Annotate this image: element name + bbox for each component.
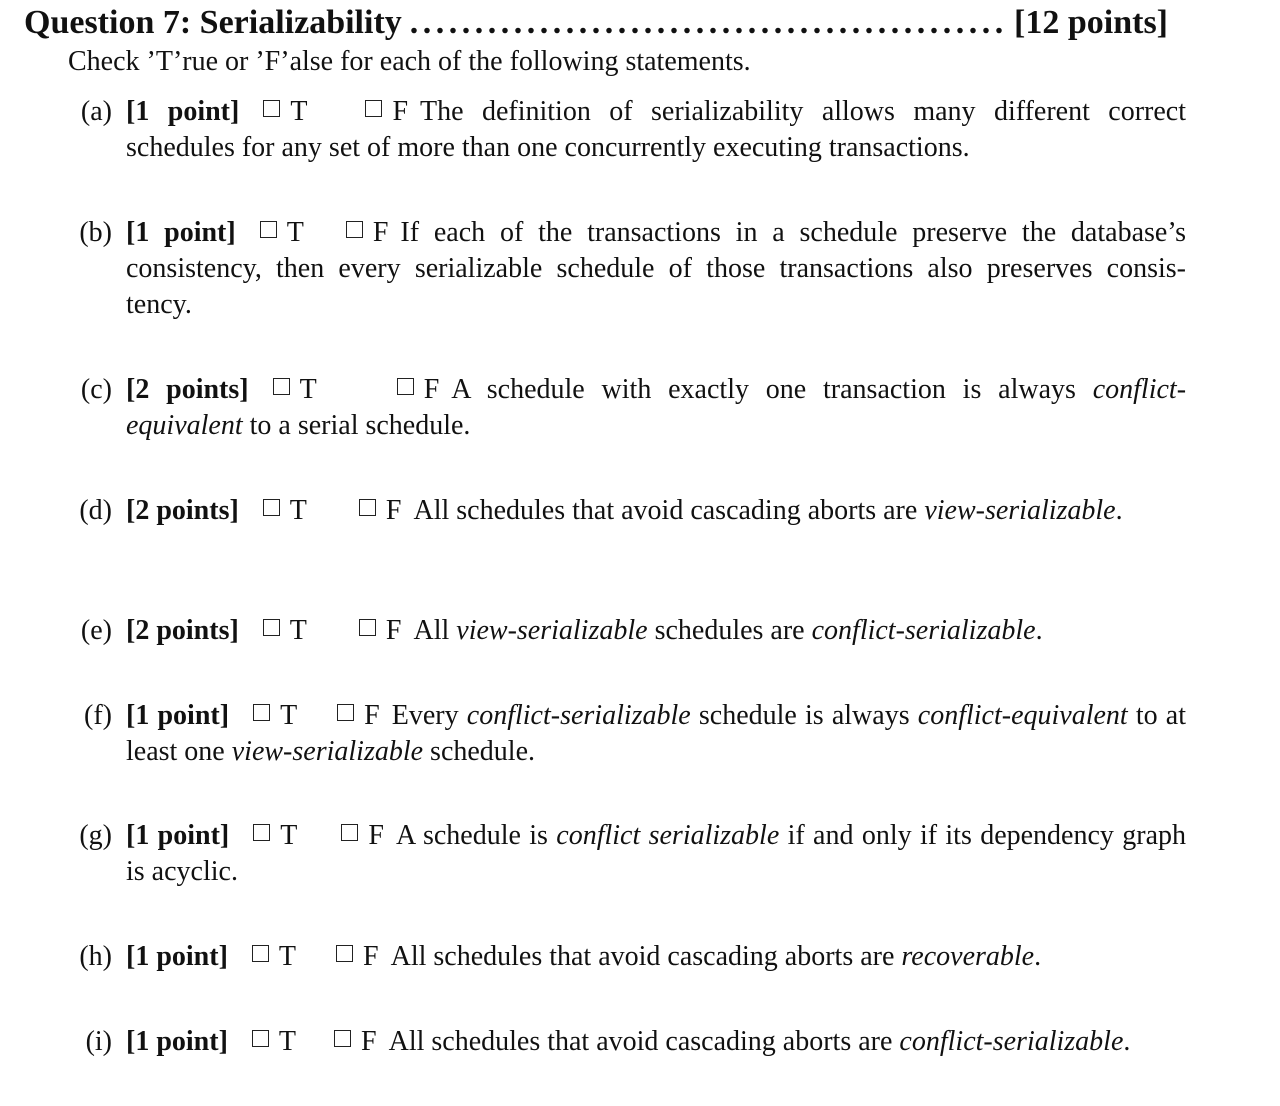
statement-text: schedule.: [423, 736, 536, 767]
true-label: T: [289, 615, 307, 646]
item-points: [1 point]: [126, 941, 228, 972]
true-checkbox[interactable]: [252, 1030, 269, 1047]
statement-text: .: [1034, 941, 1042, 972]
item-body: [126, 818, 1186, 890]
statement-text: if and only if its dependency graph is acyclic.: [126, 820, 1186, 887]
statement-text: The definition of serializability allows many different correct schedules for any set of more than one concurrently executing transactions.: [126, 96, 1186, 163]
statement-text: All schedules that avoid cascading aborts are: [413, 495, 925, 526]
item-body: [126, 94, 1186, 166]
item-points: [1 point]: [126, 1026, 228, 1057]
statement-term: conflict- equivalent: [126, 374, 1187, 441]
item-body: [126, 493, 1186, 529]
item-label: (e): [80, 615, 112, 646]
false-checkbox[interactable]: [365, 100, 382, 117]
true-checkbox[interactable]: [263, 100, 280, 117]
statement-term: conflict-serializable: [899, 1026, 1124, 1057]
item-points: [1 point]: [126, 217, 236, 248]
true-checkbox[interactable]: [263, 619, 280, 636]
item-points: [1 point]: [126, 700, 230, 731]
true-checkbox[interactable]: [252, 945, 269, 962]
item-body: [126, 613, 1186, 649]
false-checkbox[interactable]: [336, 945, 353, 962]
statement-text: All schedules that avoid cascading aborts are: [390, 941, 902, 972]
item-body: [126, 939, 1186, 975]
question-points: [12 points]: [1014, 4, 1168, 41]
true-label: T: [280, 820, 298, 851]
false-checkbox[interactable]: [397, 378, 414, 395]
statement-term: conflict-serializable: [466, 700, 691, 731]
instructions-text: Check ’T’rue or ’F’alse for each of the following statements.: [68, 46, 751, 77]
false-label: F: [361, 1026, 377, 1057]
false-checkbox[interactable]: [341, 824, 358, 841]
item-points: [1 point]: [126, 820, 230, 851]
true-label: T: [286, 217, 304, 248]
question-header: [24, 4, 1168, 48]
statement-term: conflict-serializable: [811, 615, 1036, 646]
statement-term: recoverable: [901, 941, 1035, 972]
true-label: T: [278, 941, 297, 972]
item-label: (i): [85, 1026, 112, 1057]
true-label: T: [289, 495, 307, 526]
statement-term: view-serializable: [231, 736, 424, 767]
item-label: (d): [79, 495, 112, 526]
item-body: [126, 698, 1186, 770]
statement-text: A schedule is: [395, 820, 557, 851]
statement-text: A schedule with exactly one transaction is always: [451, 374, 1093, 405]
item-label: (h): [79, 941, 112, 972]
statement-term: conflict-equivalent: [917, 700, 1128, 731]
false-label: F: [385, 615, 402, 646]
statement-text: All: [413, 615, 457, 646]
false-label: F: [372, 217, 389, 248]
statement-text: .: [1123, 1026, 1131, 1057]
false-checkbox[interactable]: [334, 1030, 351, 1047]
false-checkbox[interactable]: [359, 619, 376, 636]
false-label: F: [385, 495, 402, 526]
statement-text: .: [1115, 495, 1123, 526]
false-label: F: [392, 96, 409, 127]
item-points: [2 points]: [126, 374, 249, 405]
false-label: F: [363, 941, 379, 972]
true-checkbox[interactable]: [273, 378, 290, 395]
leader-dots: [410, 4, 1006, 42]
statement-text: If each of the transactions in a schedule preserve the database’s consistency, then every serializable schedule of those transactions also preserves consis- tency.: [126, 217, 1186, 320]
true-label: T: [299, 374, 317, 405]
statement-text: to a serial schedule.: [242, 410, 471, 441]
question-title: Question 7: Serializability: [24, 4, 402, 41]
item-label: (a): [80, 96, 112, 127]
true-checkbox[interactable]: [253, 824, 270, 841]
item-label: (c): [80, 374, 112, 405]
false-label: F: [368, 820, 384, 851]
false-label: F: [364, 700, 380, 731]
item-points: [2 points]: [126, 615, 239, 646]
false-checkbox[interactable]: [359, 499, 376, 516]
true-checkbox[interactable]: [253, 704, 270, 721]
true-checkbox[interactable]: [260, 221, 277, 238]
statement-text: All schedules that avoid cascading aborts are: [388, 1026, 900, 1057]
item-points: [1 point]: [126, 96, 240, 127]
true-label: T: [290, 96, 308, 127]
statement-text: .: [1035, 615, 1043, 646]
false-checkbox[interactable]: [346, 221, 363, 238]
item-points: [2 points]: [126, 495, 239, 526]
statement-text: to at least one: [126, 700, 1186, 767]
true-checkbox[interactable]: [263, 499, 280, 516]
item-label: (b): [79, 217, 112, 248]
statement-term: conflict serializable: [556, 820, 780, 851]
item-body: [126, 215, 1186, 323]
item-body: [126, 372, 1186, 444]
statement-text: schedule is always: [690, 700, 918, 731]
statement-text: Every: [391, 700, 467, 731]
statement-term: view-serializable: [924, 495, 1116, 526]
statement-term: view-serializable: [456, 615, 648, 646]
statement-text: schedules are: [647, 615, 812, 646]
false-checkbox[interactable]: [337, 704, 354, 721]
false-label: F: [423, 374, 440, 405]
item-body: [126, 1024, 1186, 1060]
item-label: (g): [79, 820, 112, 851]
item-label: (f): [84, 700, 112, 731]
true-label: T: [278, 1026, 297, 1057]
true-label: T: [280, 700, 298, 731]
